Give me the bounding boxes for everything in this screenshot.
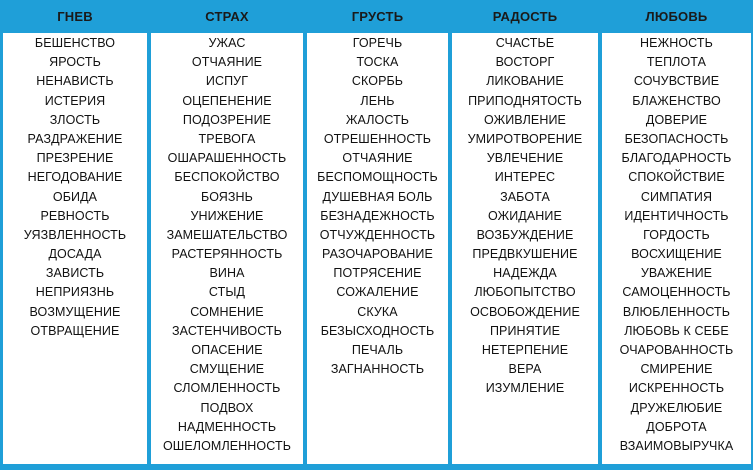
emotion-item: ОШЕЛОМЛЕННОСТЬ: [162, 438, 292, 453]
emotion-item: ДУШЕВНАЯ БОЛЬ: [322, 189, 433, 204]
emotion-item: БЛАЖЕНСТВО: [632, 93, 721, 108]
emotion-item: ПРИНЯТИЕ: [489, 323, 561, 338]
emotion-item: НЕНАВИСТЬ: [36, 74, 114, 89]
emotion-item: ИЗУМЛЕНИЕ: [485, 381, 565, 396]
emotion-item: НЕПРИЯЗНЬ: [35, 285, 115, 300]
emotion-item: ИСПУГ: [205, 74, 249, 89]
emotion-item: БОЯЗНЬ: [201, 189, 253, 204]
emotion-item: ЛЮБОПЫТСТВО: [474, 285, 576, 300]
emotion-item: УНИЖЕНИЕ: [190, 208, 264, 223]
emotion-item: ОТЧУЖДЕННОСТЬ: [319, 227, 436, 242]
emotion-list: [602, 33, 751, 456]
emotion-item: ИНТЕРЕС: [494, 170, 556, 185]
emotion-item: НАДМЕННОСТЬ: [177, 419, 277, 434]
column-header-love: ЛЮБОВЬ: [645, 9, 708, 24]
column-header-anger: ГНЕВ: [57, 9, 93, 24]
emotion-item: НАДЕЖДА: [493, 266, 557, 281]
column-fear: [151, 33, 303, 464]
emotion-item: ДОБРОТА: [646, 419, 707, 434]
emotion-item: ОБИДА: [52, 189, 98, 204]
column-anger: [3, 33, 147, 464]
emotion-item: УЖАС: [208, 36, 246, 50]
emotion-item: ВОСТОРГ: [495, 55, 555, 70]
emotion-item: БЕШЕНСТВО: [34, 36, 116, 50]
emotion-item: СМИРЕНИЕ: [640, 362, 713, 377]
emotion-item: ЛЮБОВЬ К СЕБЕ: [624, 323, 729, 338]
emotion-item: ТЕПЛОТА: [646, 55, 707, 70]
emotion-item: ЗАБОТА: [500, 189, 550, 204]
emotion-item: БЕСПОМОЩНОСТЬ: [317, 170, 438, 185]
emotion-item: СТЫД: [208, 285, 246, 300]
emotion-list: [452, 33, 598, 399]
emotion-item: РАЗДРАЖЕНИЕ: [27, 131, 123, 146]
emotion-item: РЕВНОСТЬ: [40, 208, 110, 223]
emotion-item: ЖАЛОСТЬ: [345, 112, 410, 127]
emotion-item: ТРЕВОГА: [198, 131, 256, 146]
emotion-item: ЗЛОСТЬ: [49, 112, 101, 127]
emotion-item: НЕГОДОВАНИЕ: [27, 170, 123, 185]
column-joy: [452, 33, 598, 464]
emotion-item: СКОРБЬ: [351, 74, 404, 89]
column-sadness: [307, 33, 448, 464]
emotion-item: ИСКРЕННОСТЬ: [628, 381, 725, 396]
emotion-item: ПОДОЗРЕНИЕ: [182, 112, 272, 127]
emotion-item: ПОТРЯСЕНИЕ: [333, 266, 422, 281]
emotion-item: ОТЧАЯНИЕ: [191, 55, 263, 70]
emotion-item: ЛЕНЬ: [360, 93, 395, 108]
emotion-item: ТОСКА: [356, 55, 399, 70]
emotion-item: ВЕРА: [508, 362, 542, 377]
emotion-item: ОТЧАЯНИЕ: [342, 151, 413, 166]
emotion-item: ДРУЖЕЛЮБИЕ: [630, 400, 723, 415]
emotion-item: УЯЗВЛЕННОСТЬ: [23, 227, 127, 242]
emotion-item: ВОСХИЩЕНИЕ: [631, 247, 722, 262]
emotion-item: ИДЕНТИЧНОСТЬ: [624, 208, 729, 223]
emotion-item: ЗАГНАННОСТЬ: [330, 362, 425, 377]
emotion-item: ЯРОСТЬ: [49, 55, 101, 70]
emotion-item: УМИРОТВОРЕНИЕ: [467, 131, 583, 146]
column-header-fear: СТРАХ: [205, 9, 249, 24]
emotion-item: НЕЖНОСТЬ: [640, 36, 713, 50]
emotion-item: ОТРЕШЕННОСТЬ: [323, 131, 432, 146]
emotion-item: НЕТЕРПЕНИЕ: [481, 343, 569, 357]
emotion-item: ВИНА: [209, 266, 245, 281]
emotion-item: БЕЗОПАСНОСТЬ: [624, 131, 729, 146]
column-love: [602, 33, 751, 464]
emotion-list: [307, 33, 448, 379]
emotion-item: ОШАРАШЕННОСТЬ: [167, 151, 287, 166]
emotion-item: БЛАГОДАРНОСТЬ: [621, 151, 732, 166]
emotion-item: СОМНЕНИЕ: [190, 304, 264, 319]
column-header-sadness: ГРУСТЬ: [351, 9, 404, 24]
emotion-item: БЕЗНАДЕЖНОСТЬ: [320, 208, 435, 223]
emotion-item: ВЗАИМОВЫРУЧКА: [619, 438, 734, 453]
emotion-item: СИМПАТИЯ: [640, 189, 713, 204]
emotion-item: ОЖИВЛЕНИЕ: [484, 112, 566, 127]
emotion-list: [151, 33, 303, 456]
emotion-item: СКУКА: [357, 304, 398, 319]
emotion-item: ОПАСЕНИЕ: [191, 343, 263, 357]
emotion-item: ВОЗБУЖДЕНИЕ: [476, 227, 574, 242]
emotion-item: ГОРДОСТЬ: [643, 227, 710, 242]
emotion-item: ПРИПОДНЯТОСТЬ: [468, 93, 582, 108]
emotion-item: РАСТЕРЯННОСТЬ: [171, 247, 283, 262]
emotion-item: УВЛЕЧЕНИЕ: [486, 151, 564, 166]
emotion-item: ЛИКОВАНИЕ: [486, 74, 564, 89]
column-header-joy: РАДОСТЬ: [492, 9, 558, 24]
emotion-item: ЗАВИСТЬ: [45, 266, 105, 281]
emotion-item: ОТВРАЩЕНИЕ: [30, 323, 120, 338]
emotion-item: СЧАСТЬЕ: [495, 36, 555, 50]
emotion-item: ДОСАДА: [48, 247, 102, 262]
emotion-item: ДОВЕРИЕ: [645, 112, 708, 127]
emotion-item: ОЧАРОВАННОСТЬ: [619, 343, 734, 357]
emotion-item: ПОДВОХ: [200, 400, 254, 415]
emotion-item: СОЖАЛЕНИЕ: [336, 285, 419, 300]
emotion-item: СЛОМЛЕННОСТЬ: [173, 381, 281, 396]
emotion-item: РАЗОЧАРОВАНИЕ: [322, 247, 433, 262]
emotion-item: ПРЕЗРЕНИЕ: [36, 151, 114, 166]
emotion-item: СОЧУВСТВИЕ: [633, 74, 720, 89]
emotion-item: САМОЦЕННОСТЬ: [622, 285, 731, 300]
emotion-item: СМУЩЕНИЕ: [189, 362, 265, 377]
emotion-item: БЕСПОКОЙСТВО: [174, 170, 280, 185]
emotion-item: ОЦЕПЕНЕНИЕ: [182, 93, 272, 108]
emotion-item: ЗАМЕШАТЕЛЬСТВО: [166, 227, 288, 242]
emotion-item: ВОЗМУЩЕНИЕ: [29, 304, 121, 319]
emotion-item: ОСВОБОЖДЕНИЕ: [470, 304, 580, 319]
emotion-item: ГОРЕЧЬ: [352, 36, 403, 50]
emotion-item: ИСТЕРИЯ: [44, 93, 106, 108]
emotion-list: [3, 33, 147, 341]
emotion-item: ЗАСТЕНЧИВОСТЬ: [172, 323, 282, 338]
emotion-item: ПЕЧАЛЬ: [351, 343, 404, 357]
emotion-item: ПРЕДВКУШЕНИЕ: [472, 247, 578, 262]
emotion-item: БЕЗЫСХОДНОСТЬ: [320, 323, 435, 338]
emotion-item: УВАЖЕНИЕ: [640, 266, 713, 281]
emotion-item: ВЛЮБЛЕННОСТЬ: [622, 304, 731, 319]
emotion-item: ОЖИДАНИЕ: [488, 208, 562, 223]
emotion-item: СПОКОЙСТВИЕ: [628, 170, 725, 185]
